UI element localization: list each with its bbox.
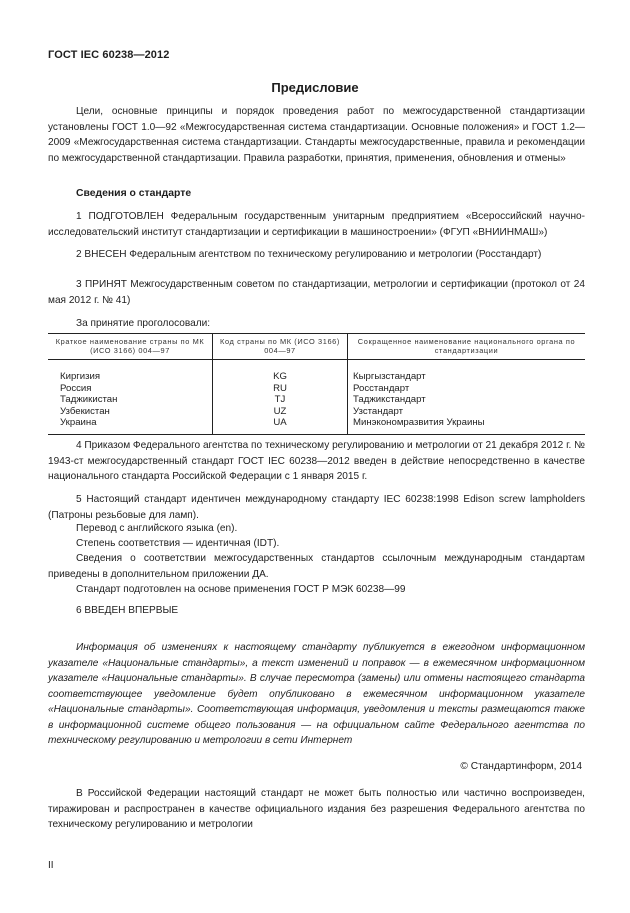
item-4-paragraph: 4 Приказом Федерального агентства по техническому регулированию и метрологии от 21 декабря 2012 г. № 1943-ст межгосударственный стандарт ГОСТ IEC 60238—2012 введен в действие непосредственно в качестве национального стандарта Российской Федерации с 1 января 2015 г. — [48, 440, 585, 482]
table-cell-organization: Узстандарт — [348, 406, 586, 418]
table-cell-organization: Минэкономразвития Украины — [348, 417, 586, 434]
table-row — [48, 360, 585, 383]
item-1-paragraph: 1 ПОДГОТОВЛЕН Федеральным государственным унитарным предприятием «Всероссийский научно-исследовательский институт стандартизации и сертификации в машиностроении» (ФГУП «ВНИИНМАШ») — [48, 211, 585, 238]
document-header: ГОСТ IEC 60238—2012 — [48, 49, 170, 61]
page-number: II — [48, 860, 54, 871]
table-row — [48, 383, 585, 395]
vote-label: За принятие проголосовали: — [76, 318, 211, 329]
table-cell-code: RU — [213, 383, 348, 395]
table-cell-code: TJ — [213, 394, 348, 406]
item-5-paragraph: 5 Настоящий стандарт идентичен международному стандарту IEC 60238:1998 Edison screw lampholders (Патроны резьбовые для ламп). — [48, 494, 585, 521]
table-cell-organization: Росстандарт — [348, 383, 586, 395]
copyright: © Стандартинформ, 2014 — [460, 761, 582, 772]
table-cell-country: Россия — [60, 382, 92, 394]
table-row — [48, 406, 585, 418]
table-header-code: Код страны по МК (ИСО 3166) 004—97 — [213, 334, 348, 360]
section-title: Сведения о стандарте — [76, 188, 192, 199]
table-row — [48, 417, 585, 434]
table-cell-country: Украина — [60, 417, 97, 429]
page-title: Предисловие — [271, 80, 359, 95]
intro-paragraph: Цели, основные принципы и порядок проведения работ по межгосударственной стандартизации установлены ГОСТ 1.0—92 «Межгосударственная система стандартизации. Основные положения» и ГОСТ 1.2—2009 «Межгосударственная система стандартизации. Стандарты межгосударственные, правила и рекомендации по межгосударственной стандартизации. Правила разработки, принятия, применения, обновления и отмены» — [48, 106, 585, 164]
table-cell-organization: Таджикстандарт — [348, 394, 586, 406]
table-cell-code: UA — [213, 417, 348, 434]
item-3-paragraph: 3 ПРИНЯТ Межгосударственным советом по стандартизации, метрологии и сертификации (протокол от 24 мая 2012 г. № 41) — [48, 279, 585, 306]
item-5-translation: Перевод с английского языка (en). — [76, 523, 238, 534]
table-cell-country: Таджикистан — [60, 394, 118, 406]
item-2-paragraph: 2 ВНЕСЕН Федеральным агентством по техническому регулированию и метрологии (Росстандарт) — [76, 249, 542, 260]
agreement-table — [48, 333, 585, 435]
table-header-organization: Сокращенное наименование национального органа по стандартизации — [348, 334, 586, 360]
table-cell-country: Узбекистан — [60, 405, 110, 417]
table-cell-code: KG — [213, 360, 348, 383]
item-5-references: Сведения о соответствии межгосударственных стандартов ссылочным международным стандартам приведены в дополнительном приложении ДА. — [48, 553, 585, 580]
table-cell-organization: Кыргызстандарт — [348, 360, 586, 383]
table-header-country: Краткое наименование страны по МК (ИСО 3166) 004—97 — [48, 334, 213, 360]
table-row — [48, 394, 585, 406]
table-cell-code: UZ — [213, 406, 348, 418]
item-5-basis: Стандарт подготовлен на основе применения ГОСТ Р МЭК 60238—99 — [76, 584, 406, 595]
change-notice: Информация об изменениях к настоящему стандарту публикуется в ежегодном информационном указателе «Национальные стандарты», а текст изменений и поправок — в ежемесячном информационном указателе «Национальные стандарты». В случае пересмотра (замены) или отмены настоящего стандарта соответствующее уведомление будет опубликовано в ежемесячном информационном указателе «Национальные стандарты». Соответствующая информация, уведомления и тексты размещаются также в информационной системе общего пользования — на официальном сайте Федерального агентства по техническому регулированию и метрологии в сети Интернет — [48, 642, 585, 746]
reproduction-notice: В Российской Федерации настоящий стандарт не может быть полностью или частично воспроизведен, тиражирован и распространен в качестве официального издания без разрешения Федерального агентства по техническому регулированию и метрологии — [48, 788, 585, 830]
table-cell-country: Киргизия — [60, 371, 101, 382]
table-header-row — [48, 334, 585, 360]
item-6-paragraph: 6 ВВЕДЕН ВПЕРВЫЕ — [76, 605, 179, 616]
item-5-conformity: Степень соответствия — идентичная (IDT). — [76, 538, 280, 549]
